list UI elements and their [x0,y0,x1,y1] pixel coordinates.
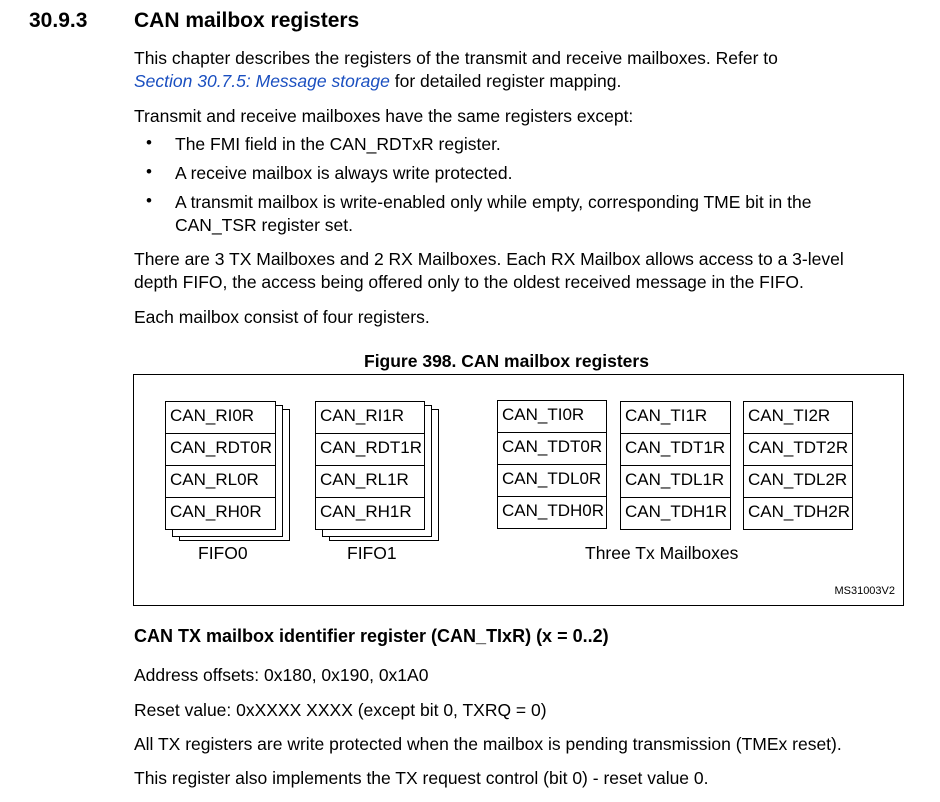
bullet-symbol: • [146,191,152,210]
bullet-text: The FMI field in the CAN_RDTxR register. [175,134,501,154]
figure-code: MS31003V2 [834,585,895,597]
register-cell: CAN_RL1R [315,465,425,498]
register-cell: CAN_RI1R [315,401,425,434]
bullet-symbol: • [146,133,152,152]
fifo-paragraph-line-2: depth FIFO, the access being offered only to the oldest received message in the FIFO. [134,272,804,292]
figure-caption: Figure 398. CAN mailbox registers [364,351,649,371]
register-cell: CAN_TDT2R [743,433,853,466]
tx-request-note: This register also implements the TX request control (bit 0) - reset value 0. [134,768,709,788]
bullet-text-continued: CAN_TSR register set. [175,215,353,235]
register-cell: CAN_RDT0R [165,433,276,466]
section-number: 30.9.3 [29,9,88,32]
intro-line-2 [134,70,621,93]
register-cell: CAN_TDH2R [743,497,853,530]
bullet-text: A receive mailbox is always write protected. [175,163,513,183]
reset-value: Reset value: 0xXXXX XXXX (except bit 0, TXRQ = 0) [134,700,547,720]
intro-line-1: This chapter describes the registers of the transmit and receive mailboxes. Refer to [134,48,778,68]
section-title: CAN mailbox registers [134,9,360,32]
register-cell: CAN_TDL2R [743,465,853,498]
register-cell: CAN_TI0R [497,400,607,433]
register-cell: CAN_RL0R [165,465,276,498]
bullet-text: A transmit mailbox is write-enabled only while empty, corresponding TME bit in the [175,192,812,212]
register-cell: CAN_TDL1R [620,465,731,498]
intro-line-2-rest: for detailed register mapping. [389,71,622,91]
register-cell: CAN_TI1R [620,401,731,434]
register-cell: CAN_TI2R [743,401,853,434]
address-offsets: Address offsets: 0x180, 0x190, 0x1A0 [134,665,429,685]
four-registers-text: Each mailbox consist of four registers. [134,307,430,327]
register-cell: CAN_RDT1R [315,433,425,466]
write-protect-note: All TX registers are write protected when the mailbox is pending transmission (TMEx reset). [134,734,842,754]
register-cell: CAN_TDT1R [620,433,731,466]
bullet-symbol: • [146,162,152,181]
register-cell: CAN_TDT0R [497,432,607,465]
figure-frame [133,374,904,606]
tx-mailboxes-label: Three Tx Mailboxes [585,543,739,563]
register-cell: CAN_TDL0R [497,464,607,497]
fifo0-label: FIFO0 [198,543,248,563]
fifo-paragraph-line-1: There are 3 TX Mailboxes and 2 RX Mailboxes. Each RX Mailbox allows access to a 3-level [134,249,844,269]
fifo1-label: FIFO1 [347,543,397,563]
register-cell: CAN_RH0R [165,497,276,530]
register-cell: CAN_TDH0R [497,496,607,529]
same-registers-text: Transmit and receive mailboxes have the same registers except: [134,106,634,126]
tx-register-heading: CAN TX mailbox identifier register (CAN_TIxR) (x = 0..2) [134,626,609,646]
register-cell: CAN_RH1R [315,497,425,530]
register-cell: CAN_RI0R [165,401,276,434]
section-link[interactable]: Section 30.7.5: Message storage [134,71,390,91]
register-cell: CAN_TDH1R [620,497,731,530]
